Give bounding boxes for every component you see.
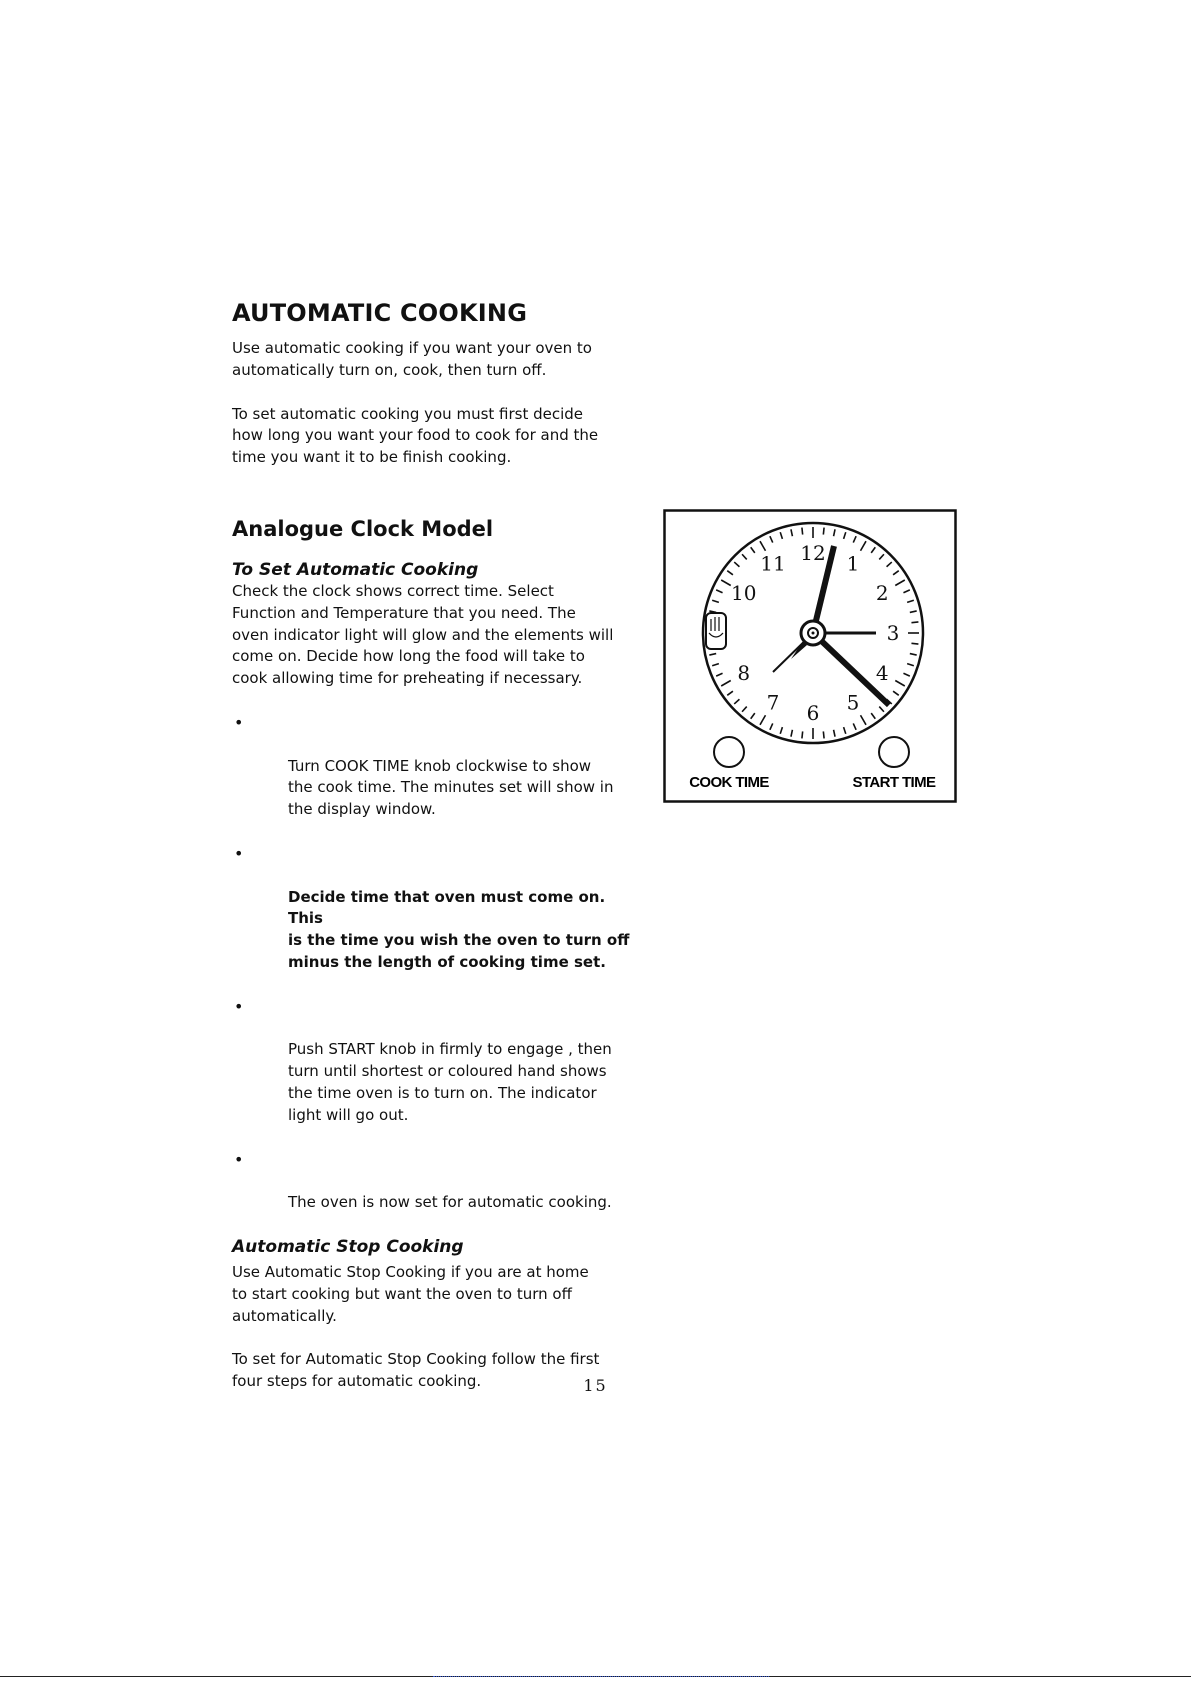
clock-numeral: 8	[737, 661, 751, 685]
bullet-item-1	[232, 712, 632, 821]
text-column	[232, 296, 632, 1393]
clock-numeral: 11	[760, 551, 786, 576]
start-time-label: START TIME	[852, 774, 936, 791]
intro-paragraph-1: Use automatic cooking if you want your oven to automatically turn on, cook, then turn off.	[232, 339, 592, 379]
bullet-dot: •	[234, 843, 244, 863]
bullet-item-2	[232, 843, 632, 974]
clock-numeral: 10	[730, 581, 757, 605]
bullet-dot: •	[234, 1149, 244, 1169]
clock-numeral: 1	[846, 551, 860, 576]
clock-numeral: 6	[806, 701, 820, 725]
start-time-knob[interactable]	[879, 737, 909, 767]
intro-paragraph-2: To set automatic cooking you must first decide how long you want your food to cook for and the time you want it to be finish cooking.	[232, 404, 599, 467]
clock-numeral: 4	[875, 661, 889, 685]
set-automatic-heading: To Set Automatic Cooking	[232, 559, 479, 580]
clock-illustration	[663, 509, 957, 803]
bullet-text: Turn COOK TIME knob clockwise to show the cook time. The minutes set will show in the display window.	[288, 756, 614, 819]
clock-numeral: 2	[875, 581, 889, 605]
bullet-dot: •	[234, 712, 244, 732]
bullet-item-4	[232, 1149, 632, 1214]
clock-tick	[823, 731, 824, 738]
bullet-text: Push START knob in firmly to engage , then turn until shortest or coloured hand shows the time oven is to turn on. The indicator light will go out.	[288, 1040, 612, 1124]
stop-cooking-paragraph-1: Use Automatic Stop Cooking if you are at home to start cooking but want the oven to turn off automatically.	[232, 1262, 589, 1325]
clock-tick	[911, 622, 918, 623]
footer-link-underline	[433, 1674, 769, 1677]
bullet-dot: •	[234, 996, 244, 1016]
clock-numeral: 3	[886, 621, 900, 645]
cook-time-knob[interactable]	[714, 737, 744, 767]
stop-cooking-heading: Automatic Stop Cooking	[232, 1236, 464, 1257]
stop-cooking-paragraph-2: To set for Automatic Stop Cooking follow the first four steps for automatic cooking.	[232, 1350, 600, 1391]
clock-tick	[802, 528, 803, 535]
cook-time-label: COOK TIME	[689, 774, 769, 791]
bullet-text: The oven is now set for automatic cooking.	[288, 1193, 612, 1212]
clock-numeral: 12	[800, 541, 826, 565]
bullet-item-3	[232, 996, 632, 1127]
page-title: AUTOMATIC COOKING	[232, 299, 528, 327]
section-heading: Analogue Clock Model	[232, 516, 494, 541]
set-automatic-paragraph: Check the clock shows correct time. Select Function and Temperature that you need. The oven indicator light will glow and the elements will come on. Decide how long the food will take to cook allowing time for preheating if necessary.	[232, 581, 614, 688]
clock-numeral: 5	[846, 690, 860, 715]
page-number: 15	[583, 1376, 608, 1395]
clock-numeral: 7	[766, 690, 780, 715]
oven-glove-icon	[706, 613, 726, 649]
clock-tick	[911, 643, 918, 644]
bullet-text: Decide time that oven must come on. This is the time you wish the oven to turn off minus the length of cooking time set.	[288, 887, 630, 971]
clock-tick	[802, 731, 803, 738]
clock-tick	[823, 528, 824, 535]
